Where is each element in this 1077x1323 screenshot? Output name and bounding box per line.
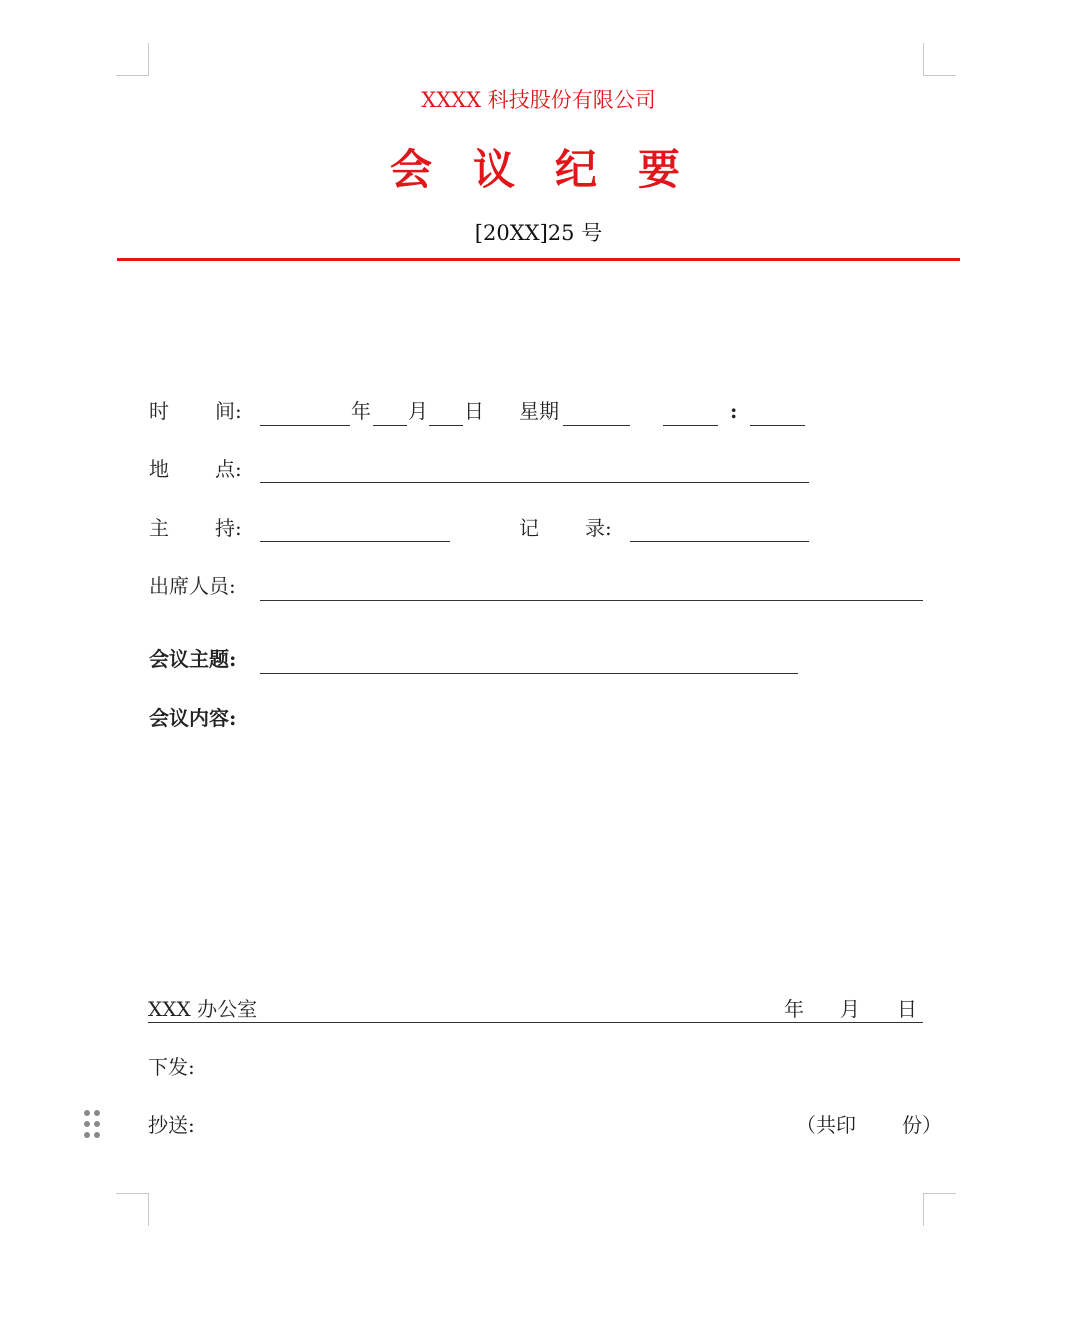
footer-day: 日 (897, 997, 917, 1021)
host-label-b: 持: (215, 516, 242, 540)
copies-open: （共印 (796, 1113, 856, 1137)
cc-label: 抄送: (148, 1113, 195, 1137)
company-name: XXXX 科技股份有限公司 (421, 88, 656, 112)
year-label: 年 (351, 399, 371, 423)
day-label: 日 (464, 399, 484, 423)
recorder-blank[interactable] (630, 541, 809, 542)
recorder-label-a: 记 (519, 516, 539, 540)
footer-month: 月 (840, 997, 860, 1021)
header-red-rule (117, 258, 960, 261)
issued-to-label: 下发: (148, 1055, 195, 1079)
drag-handle-icon[interactable] (82, 1108, 104, 1140)
month-blank[interactable] (373, 425, 407, 426)
content-area[interactable] (149, 740, 923, 980)
day-blank[interactable] (429, 425, 463, 426)
office-name: XXX 办公室 (148, 997, 258, 1021)
month-label: 月 (408, 399, 428, 423)
place-label-b: 点: (215, 457, 242, 481)
topic-label: 会议主题: (149, 647, 237, 671)
attendees-label: 出席人员: (149, 574, 236, 598)
title-char: 要 (638, 145, 681, 194)
topic-blank[interactable] (260, 673, 798, 674)
host-blank[interactable] (260, 541, 450, 542)
place-label-a: 地 (149, 457, 169, 481)
place-blank[interactable] (260, 482, 809, 483)
minute-blank[interactable] (750, 425, 805, 426)
footer-year: 年 (784, 997, 804, 1021)
copies-close: 份） (902, 1113, 942, 1137)
recorder-label-b: 录: (585, 516, 612, 540)
content-label: 会议内容: (149, 706, 237, 730)
weekday-blank[interactable] (563, 425, 630, 426)
hour-blank[interactable] (663, 425, 718, 426)
attendees-blank[interactable] (260, 600, 923, 601)
title-char: 纪 (555, 145, 598, 194)
title-char: 议 (473, 145, 516, 194)
document-title (380, 142, 700, 198)
weekday-label: 星期 (519, 399, 559, 423)
time-label-b: 间: (215, 399, 242, 423)
office-rule (148, 1022, 923, 1023)
title-char: 会 (390, 145, 433, 194)
time-label-a: 时 (149, 399, 169, 423)
document-number: [20XX]25 号 (474, 221, 603, 245)
year-blank[interactable] (260, 425, 350, 426)
host-label-a: 主 (149, 516, 169, 540)
time-colon: : (730, 399, 738, 423)
